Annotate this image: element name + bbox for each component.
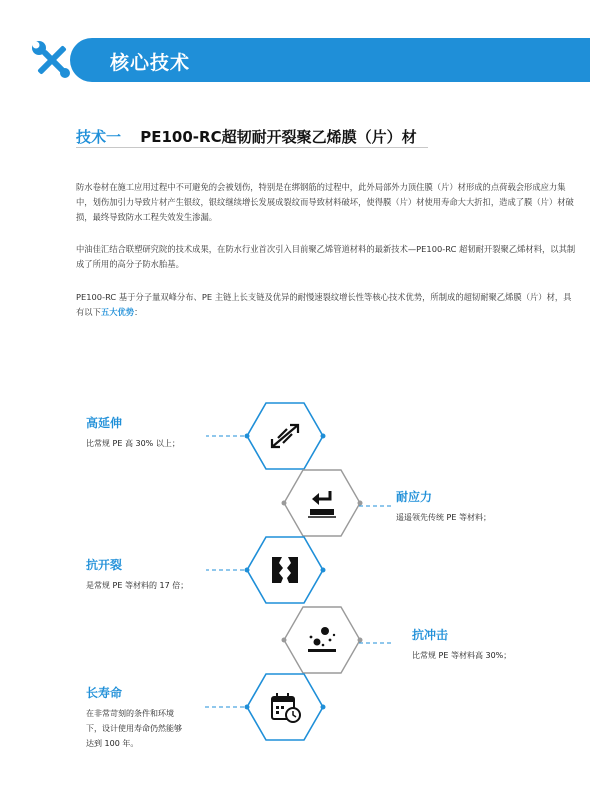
- page-title: 核心技术: [110, 52, 191, 74]
- feature-high-elongation: [86, 414, 206, 451]
- hex-crack: [245, 537, 326, 603]
- feature-crack-resistance: [86, 556, 206, 593]
- feature-desc: 在非常苛刻的条件和环境下，设计使用寿命仍然能够达到 100 年。: [86, 709, 182, 748]
- section-label: 技术一: [76, 128, 122, 146]
- feature-impact-resistance: [412, 626, 542, 663]
- hex-pressure: [282, 470, 363, 536]
- feature-long-life: [86, 684, 186, 751]
- feature-title: 抗开裂: [86, 558, 123, 572]
- feature-title: 耐应力: [396, 490, 433, 504]
- hex-impact: [282, 607, 363, 673]
- feature-desc: 遥遥领先传统 PE 等材料；: [396, 513, 491, 522]
- hex-stretch: [245, 403, 326, 469]
- paragraph-3-text: PE100-RC 基于分子量双峰分布、PE 主链上长支链及优异的耐慢速裂纹增长性等核心技术优势，所制成的超韧耐聚乙烯膜（片）材，具有以下: [76, 292, 572, 317]
- advantages-highlight: 五大优势: [100, 307, 135, 317]
- feature-title: 长寿命: [86, 686, 123, 700]
- feature-title: 高延伸: [86, 416, 123, 430]
- section-title: PE100-RC超韧耐开裂聚乙烯膜（片）材: [140, 128, 417, 146]
- feature-desc: 是常规 PE 等材料的 17 倍；: [86, 581, 189, 590]
- feature-desc: 比常规 PE 高 30% 以上；: [86, 439, 180, 448]
- paragraph-1: 防水卷材在施工应用过程中不可避免的会被划伤，特别是在绑钢筋的过程中，此外局部外力顶住膜（片）材形成的点荷载会形成应力集中，划伤加引力导致片材产生银纹，银纹继续增长发展成裂纹而导致材料破坏，使得膜（片）材使用寿命大大折扣，造成了膜（片）材破损，最终导致防水工程失效发生渗漏。: [76, 182, 574, 222]
- feature-desc: 比常规 PE 等材料高 30%；: [412, 651, 512, 660]
- hex-calendar: [245, 674, 326, 740]
- feature-title: 抗冲击: [412, 628, 449, 642]
- paragraph-2: 中油佳汇结合联塑研究院的技术成果，在防水行业首次引入目前聚乙烯管道材料的最新技术—PE100-RC 超韧耐开裂聚乙烯材料，以其制成了所用的高分子防水胎基。: [76, 244, 576, 269]
- paragraph-3-end: ：: [134, 307, 143, 317]
- feature-stress-resistance: [396, 488, 526, 525]
